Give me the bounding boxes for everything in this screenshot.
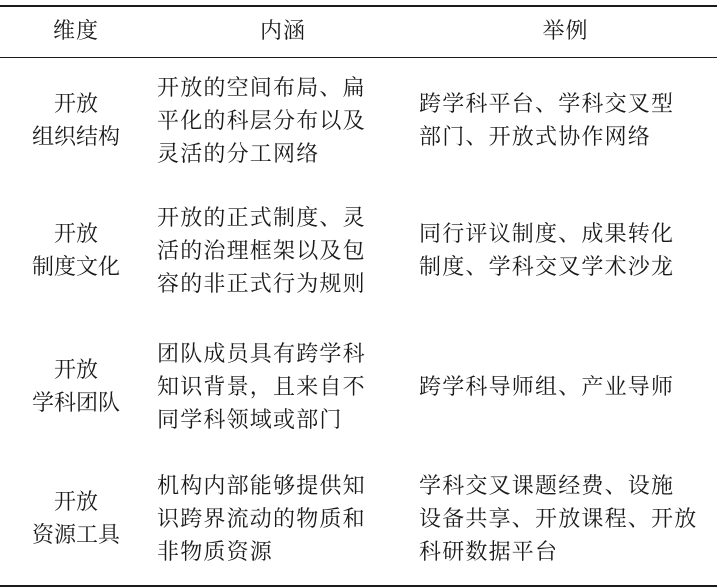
connotation-line: 知识背景，且来自不 (157, 374, 366, 400)
connotation-line: 开放的空间布局、扁 (157, 75, 366, 101)
example-line: 设备共享、开放课程、开放 (419, 506, 698, 532)
example-line: 跨学科导师组、产业导师 (419, 374, 675, 400)
dimension-line: 资源工具 (31, 523, 120, 548)
table-row (0, 334, 717, 440)
dimension-line: 开放 (53, 490, 98, 515)
example-cell (419, 466, 717, 572)
connotation-line: 团队成员具有跨学科 (157, 341, 366, 367)
connotation-line: 非物质资源 (157, 539, 274, 565)
header-connotation: 内涵 (259, 19, 306, 44)
dimension-line: 开放 (53, 222, 98, 247)
connotation-cell (157, 198, 407, 304)
dimension-cell (0, 466, 152, 572)
example-cell (419, 68, 717, 174)
connotation-cell (157, 334, 407, 440)
dimension-line: 学科团队 (31, 391, 120, 416)
dimension-cell (0, 334, 152, 440)
dimension-line: 组织结构 (31, 125, 120, 150)
dimension-line: 开放 (53, 92, 98, 117)
dimension-line: 开放 (53, 358, 98, 383)
connotation-line: 开放的正式制度、灵 (157, 205, 366, 231)
example-line: 同行评议制度、成果转化 (419, 222, 675, 247)
example-line: 部门、开放式协作网络 (419, 125, 652, 150)
connotation-line: 识跨界流动的物质和 (157, 506, 366, 532)
example-cell (419, 198, 717, 304)
connotation-cell (157, 68, 407, 174)
connotation-line: 同学科领域或部门 (157, 407, 343, 433)
example-line: 学科交叉课题经费、设施 (419, 473, 675, 499)
table-row (0, 466, 717, 572)
header-dimension: 维度 (52, 19, 99, 44)
header-examples: 举例 (542, 19, 589, 44)
example-cell (419, 334, 717, 440)
connotation-cell (157, 466, 407, 572)
dimension-line: 制度文化 (31, 255, 120, 280)
top-rule (0, 5, 717, 7)
connotation-line: 灵活的分工网络 (157, 141, 320, 167)
example-line: 科研数据平台 (419, 539, 559, 565)
header-rule (0, 57, 717, 58)
table-row (0, 198, 717, 304)
example-line: 制度、学科交叉学术沙龙 (419, 255, 675, 280)
connotation-line: 机构内部能够提供知 (157, 473, 366, 499)
example-line: 跨学科平台、学科交叉型 (419, 92, 675, 117)
dimension-cell (0, 198, 152, 304)
connotation-line: 容的非正式行为规则 (157, 271, 366, 297)
connotation-line: 平化的科层分布以及 (157, 108, 366, 134)
dimension-cell (0, 68, 152, 174)
connotation-line: 活的治理框架以及包 (157, 238, 366, 264)
bottom-rule (0, 585, 717, 587)
table-row (0, 68, 717, 174)
